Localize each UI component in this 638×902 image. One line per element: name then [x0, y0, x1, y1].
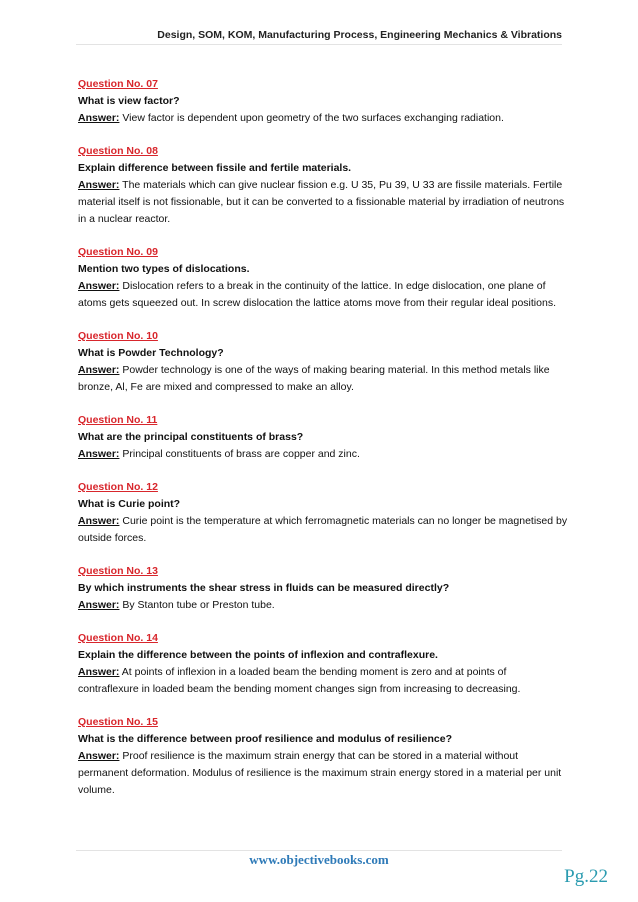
answer-text: At points of inflexion in a loaded beam the bending moment is zero and at points of contraflexure in loaded beam the bending moment changes sign from increasing to decreasing.	[78, 666, 521, 695]
answer-block	[78, 513, 568, 547]
answer-label: Answer:	[78, 112, 120, 124]
page-header-title: Design, SOM, KOM, Manufacturing Process, Engineering Mechanics & Vibrations	[157, 29, 562, 41]
answer-label: Answer:	[78, 666, 120, 678]
question-number: Question No. 14	[78, 632, 158, 644]
footer-website-link[interactable]: www.objectivebooks.com	[249, 852, 389, 867]
qa-item	[78, 630, 568, 698]
question-text: By which instruments the shear stress in fluids can be measured directly?	[78, 582, 450, 594]
question-text: What is view factor?	[78, 95, 180, 107]
answer-block	[78, 446, 568, 463]
question-number: Question No. 15	[78, 716, 158, 728]
answer-block	[78, 664, 568, 698]
answer-text: View factor is dependent upon geometry of the two surfaces exchanging radiation.	[122, 112, 504, 124]
qa-item	[78, 328, 568, 396]
answer-label: Answer:	[78, 179, 120, 191]
answer-text: Proof resilience is the maximum strain energy that can be stored in a material without permanent deformation. Modulus of resilience is the maximum strain energy stored in a material per unit volume.	[78, 750, 562, 796]
answer-block	[78, 362, 568, 396]
qa-item	[78, 563, 568, 614]
answer-text: Curie point is the temperature at which ferromagnetic materials can no longer be magnetised by outside forces.	[78, 515, 568, 544]
question-number: Question No. 09	[78, 246, 158, 258]
answer-label: Answer:	[78, 364, 120, 376]
question-text: Explain difference between fissile and fertile materials.	[78, 162, 352, 174]
question-text: What are the principal constituents of brass?	[78, 431, 304, 443]
answer-label: Answer:	[78, 599, 120, 611]
answer-label: Answer:	[78, 750, 120, 762]
answer-text: Dislocation refers to a break in the continuity of the lattice. In edge dislocation, one plane of atoms gets squeezed out. In screw dislocation the lattice atoms move from their regular ideal positions.	[78, 280, 556, 309]
answer-block	[78, 597, 568, 614]
answer-label: Answer:	[78, 280, 120, 292]
question-number: Question No. 13	[78, 565, 158, 577]
answer-label: Answer:	[78, 448, 120, 460]
question-text: Mention two types of dislocations.	[78, 263, 250, 275]
answer-text: Powder technology is one of the ways of making bearing material. In this method metals like bronze, Al, Fe are mixed and compressed to make an alloy.	[78, 364, 550, 393]
question-number: Question No. 07	[78, 78, 158, 90]
question-text: Explain the difference between the points of inflexion and contraflexure.	[78, 649, 438, 661]
qa-item	[78, 244, 568, 312]
page-number: Pg.22	[564, 866, 608, 887]
qa-item	[78, 714, 568, 799]
answer-block	[78, 110, 568, 127]
answer-label: Answer:	[78, 515, 120, 527]
question-text: What is Curie point?	[78, 498, 181, 510]
qa-item	[78, 76, 568, 127]
answer-block	[78, 748, 568, 799]
footer-divider	[76, 850, 562, 851]
answer-block	[78, 278, 568, 312]
question-text: What is Powder Technology?	[78, 347, 224, 359]
qa-item	[78, 143, 568, 228]
question-number: Question No. 10	[78, 330, 158, 342]
qa-item	[78, 479, 568, 547]
answer-block	[78, 177, 568, 228]
answer-text: The materials which can give nuclear fission e.g. U 35, Pu 39, U 33 are fissile materials. Fertile material itself is not fissionable, but it can be converted to a fissionable material by irradiation of neutrons in a nuclear reactor.	[78, 179, 565, 225]
answer-text: By Stanton tube or Preston tube.	[122, 599, 275, 611]
qa-item	[78, 412, 568, 463]
question-text: What is the difference between proof resilience and modulus of resilience?	[78, 733, 452, 745]
qa-list	[78, 76, 568, 815]
question-number: Question No. 12	[78, 481, 158, 493]
question-number: Question No. 08	[78, 145, 158, 157]
header-divider	[76, 44, 562, 45]
question-number: Question No. 11	[78, 414, 158, 426]
answer-text: Principal constituents of brass are copper and zinc.	[122, 448, 360, 460]
